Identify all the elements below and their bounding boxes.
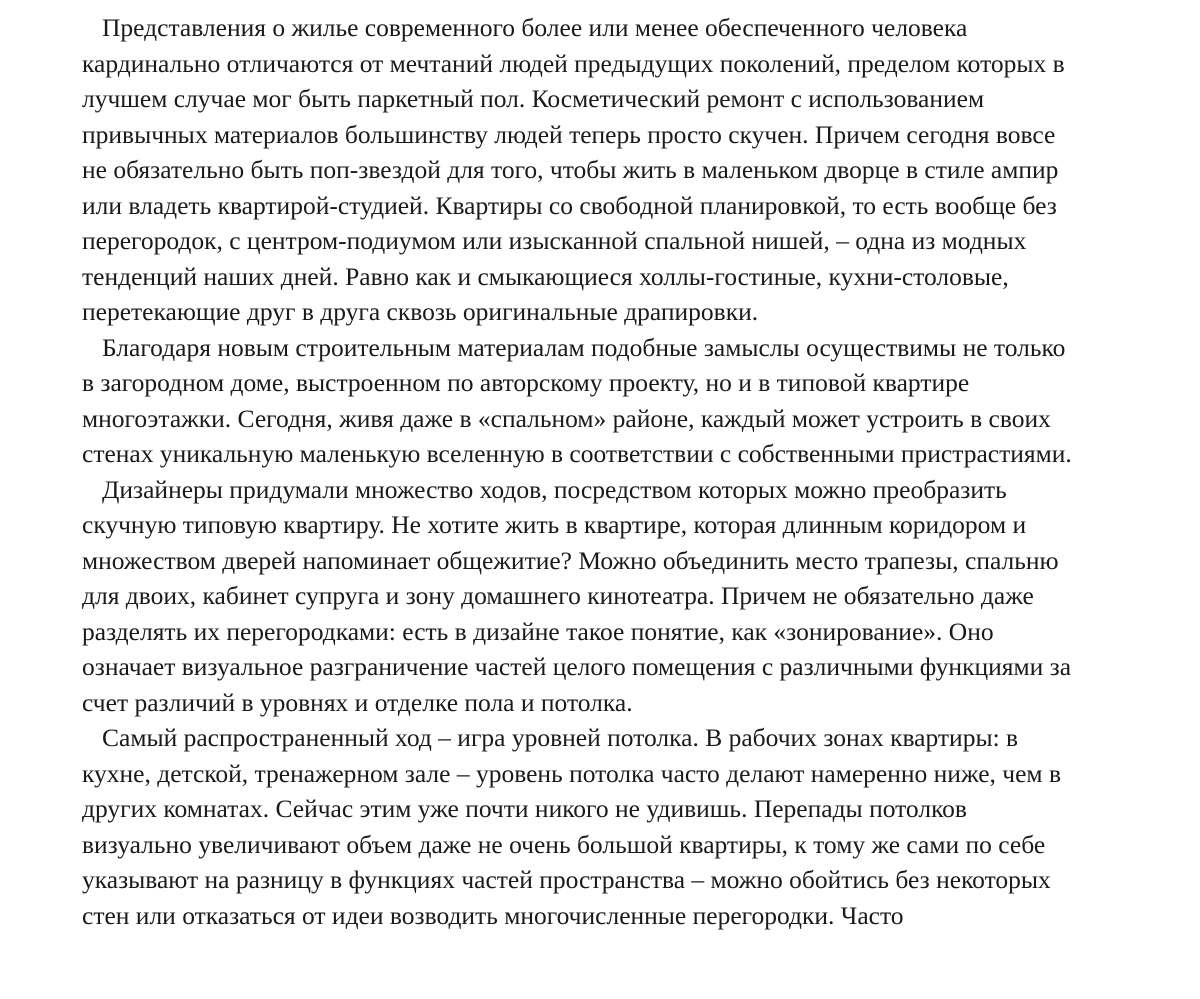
paragraph-first-line: Благодаря новым строительным материалам подобные замыслы осуществимы не только xyxy=(102,332,1066,362)
text-line: или владеть квартирой-студией. Квартиры со свободной планировкой, то есть вообще без xyxy=(82,190,1057,220)
text-line: множеством дверей напоминает общежитие? Можно объединить место трапезы, спальню xyxy=(82,545,1059,575)
text-line: стен или отказаться от идеи возводить многочисленные перегородки. Часто xyxy=(82,900,904,930)
text-line: кардинально отличаются от мечтаний людей предыдущих поколений, пределом которых в xyxy=(82,48,1065,78)
text-line: для двоих, кабинет супруга и зону домашнего кинотеатра. Причем не обязательно даже xyxy=(82,581,1034,610)
text-line: других комнатах. Сейчас этим уже почти никого не удивишь. Перепады потолков xyxy=(82,794,967,823)
paragraph-first-line: Самый распространенный ход – игра уровней потолка. В рабочих зонах квартиры: в xyxy=(102,723,1019,752)
text-line: перегородок, с центром-подиумом или изысканной спальной нишей, – одна из модных xyxy=(82,226,1027,255)
text-line: кухне, детской, тренажерном зале – уровень потолка часто делают намеренно ниже, чем в xyxy=(82,758,1061,788)
text-line: привычных материалов большинству людей теперь просто скучен. Причем сегодня вовсе xyxy=(82,119,1056,149)
text-line: лучшем случае мог быть паркетный пол. Косметический ремонт с использованием xyxy=(82,84,985,113)
text-line: не обязательно быть поп-звездой для того, чтобы жить в маленьком дворце в стиле ампир xyxy=(82,155,1059,184)
text-line: скучную типовую квартиру. Не хотите жить в квартире, которая длинным коридором и xyxy=(82,510,1027,539)
text-line: счет различий в уровнях и отделке пола и потолка. xyxy=(82,687,633,717)
document-body xyxy=(82,10,1127,933)
text-line: указывают на разницу в функциях частей пространства – можно обойтись без некоторых xyxy=(82,865,1051,894)
text-line: разделять их перегородками: есть в дизайне такое понятие, как «зонирование». Оно xyxy=(82,616,994,646)
paragraph-first-line: Дизайнеры придумали множество ходов, посредством которых можно преобразить xyxy=(102,474,1007,504)
text-line: в загородном доме, выстроенном по авторскому проекту, но и в типовой квартире xyxy=(82,368,970,397)
text-line: стенах уникальную маленькую вселенную в соответствии с собственными пристрастиями. xyxy=(82,439,1072,468)
text-line: тенденций наших дней. Равно как и смыкающиеся холлы-гостиные, кухни-столовые, xyxy=(82,261,1009,291)
paragraph-first-line: Представления о жилье современного более или менее обеспеченного человека xyxy=(102,13,968,42)
text-line: означает визуальное разграничение частей целого помещения с различными функциями за xyxy=(82,652,1072,681)
text-line: многоэтажки. Сегодня, живя даже в «спальном» районе, каждый может устроить в своих xyxy=(82,403,1051,433)
text-line: визуально увеличивают объем даже не очень большой квартиры, к тому же сами по себе xyxy=(82,829,1046,859)
text-line: перетекающие друг в друга сквозь оригинальные драпировки. xyxy=(82,297,759,326)
